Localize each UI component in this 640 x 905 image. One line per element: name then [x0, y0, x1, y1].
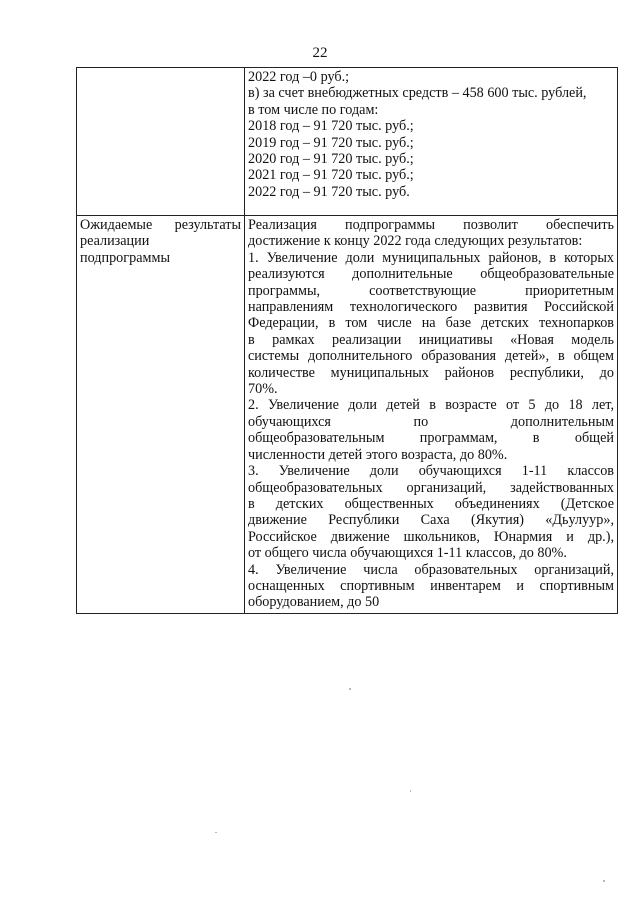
results-text-line: в рамках реализации инициативы «Новая модель: [248, 331, 614, 348]
funding-row: [77, 68, 618, 216]
results-label-line: подпрограммы: [80, 249, 170, 266]
funding-line-2022-budget: 2022 год –0 руб.;: [248, 69, 350, 85]
results-text-line: Реализация подпрограммы позволит обеспечить: [248, 217, 614, 233]
results-text-line: общеобразовательным программам, в общей: [248, 430, 614, 447]
results-label-cell: [77, 216, 245, 614]
results-text-line: Российское движение школьников, Юнармия и др.),: [248, 528, 614, 545]
results-text-line: направлениям технологического развития Российской: [248, 299, 614, 316]
funding-line-2020: 2020 год – 91 720 тыс. руб.;: [248, 151, 414, 168]
results-text-line: системы дополнительного образования детей», в общем: [248, 348, 614, 365]
results-text-line: программы, соответствующие приоритетным: [248, 282, 614, 299]
results-text-line: Федерации, в том числе на базе детских технопарков: [248, 315, 614, 332]
results-text-line: оснащенных спортивным инвентарем и спортивным: [248, 577, 614, 594]
results-text-line: общеобразовательных организаций, задействованных: [248, 479, 614, 496]
funding-line-2021: 2021 год – 91 720 тыс. руб.;: [248, 167, 414, 184]
results-text-line: реализуются дополнительные общеобразовательные: [248, 266, 614, 283]
funding-line-2022: 2022 год – 91 720 тыс. руб.: [248, 183, 410, 200]
results-text-line: 3. Увеличение доли обучающихся 1-11 классов: [248, 463, 614, 480]
scan-speck: [410, 790, 411, 792]
results-label-line: реализации: [80, 233, 150, 250]
page-number: 22: [312, 45, 328, 61]
funding-line-2018: 2018 год – 91 720 тыс. руб.;: [248, 118, 414, 135]
funding-label-cell: [77, 68, 245, 216]
results-text-line: от общего числа обучающихся 1-11 классов, до 80%.: [248, 545, 567, 562]
scan-speck: [603, 880, 605, 882]
results-text-line: 2. Увеличение доли детей в возрасте от 5 до 18 лет,: [248, 397, 614, 414]
results-text-line: количестве муниципальных районов республики, до: [248, 364, 614, 381]
results-value-cell: [245, 216, 618, 614]
results-row: [77, 216, 618, 614]
results-label-line: Ожидаемые результаты: [80, 217, 241, 233]
funding-line-2019: 2019 год – 91 720 тыс. руб.;: [248, 134, 414, 151]
funding-line-by-years: в том числе по годам:: [248, 101, 379, 118]
results-text-line: оборудованием, до 50: [248, 594, 380, 611]
results-text-line: численности детей этого возраста, до 80%.: [248, 446, 508, 463]
results-text-line: движение Республики Саха (Якутия) «Дьулуур»,: [248, 512, 614, 529]
results-text-line: 4. Увеличение числа образовательных организаций,: [248, 561, 614, 578]
results-text-line: достижение к концу 2022 года следующих результатов:: [248, 233, 583, 250]
funding-line-extrabudget: в) за счет внебюджетных средств – 458 600 тыс. рублей,: [248, 85, 587, 102]
scan-speck: [215, 832, 217, 833]
funding-value-cell: [245, 68, 618, 216]
passport-table: [76, 67, 618, 614]
results-text-line: обучающихся по дополнительным: [248, 413, 614, 430]
results-text-line: в детских общественных объединениях (Детское: [248, 495, 614, 512]
scan-speck: [349, 688, 351, 690]
results-text-line: 1. Увеличение доли муниципальных районов, в которых: [248, 249, 614, 266]
results-text-line: 70%.: [248, 381, 278, 398]
